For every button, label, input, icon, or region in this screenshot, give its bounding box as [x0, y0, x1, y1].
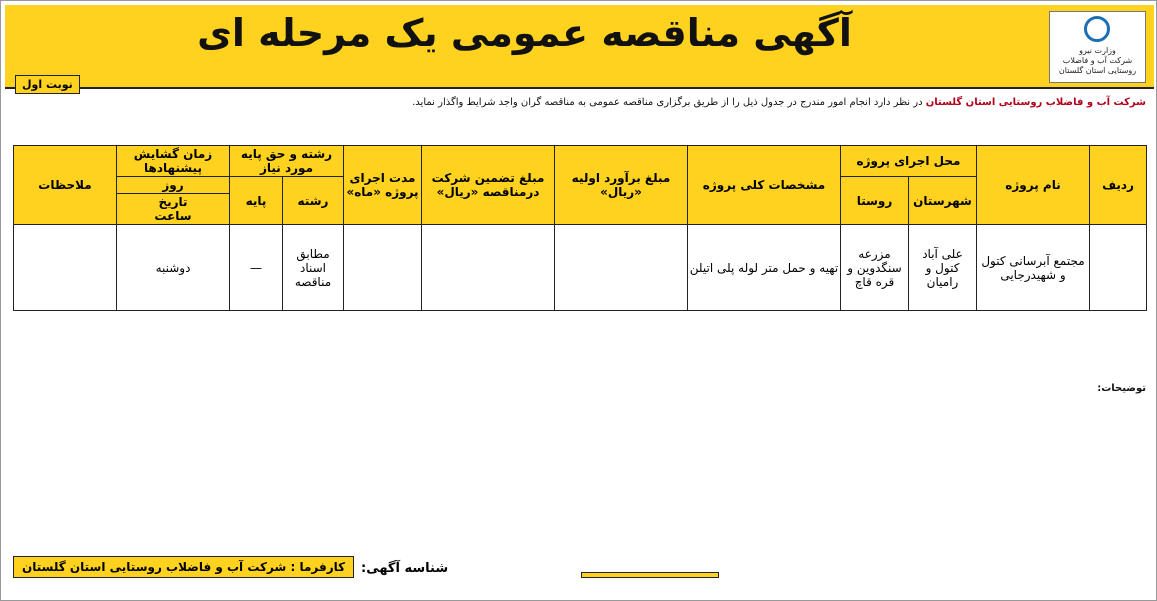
col-project-name: نام پروژه	[977, 146, 1090, 225]
col-village: روستا	[841, 177, 909, 225]
col-date-time	[117, 194, 230, 225]
intro-company: شرکت آب و فاضلاب روستایی استان گلستان	[925, 97, 1146, 108]
logo-line-3: روستایی استان گلستان	[1058, 66, 1137, 75]
col-row: ردیف	[1090, 146, 1147, 225]
logo-text	[1052, 46, 1143, 76]
col-grade: پایه	[230, 177, 283, 225]
logo-line-1: وزارت نیرو	[1079, 46, 1116, 55]
col-time: ساعت	[154, 209, 192, 223]
col-field-grade: رشته و حق پایه مورد نیاز	[230, 146, 344, 177]
title-banner	[5, 5, 1154, 89]
col-location: محل اجرای پروژه	[841, 146, 977, 177]
col-city: شهرستان	[909, 177, 977, 225]
col-opening: زمان گشایش پیشنهادها	[117, 146, 230, 177]
logo-line-2: شرکت آب و فاضلاب	[1062, 56, 1133, 65]
cell-duration	[344, 225, 422, 311]
intro-text: در نظر دارد انجام امور مندرج در جدول ذیل را از طریق برگزاری مناقصه عمومی به مناقصه گران واجد شرایط واگذار نماید.	[412, 97, 923, 108]
col-guarantee: مبلغ تضمین شرکت درمناقصه «ریال»	[422, 146, 555, 225]
cell-spec: تهیه و حمل متر لوله پلی اتیلن	[688, 225, 841, 311]
cell-village: مزرعه سنگدوین و قره قاچ	[841, 225, 909, 311]
cell-grade: —	[230, 225, 283, 311]
cell-notes	[14, 225, 117, 311]
round-badge: نوبت اول	[15, 75, 80, 94]
col-date: تاریخ	[158, 195, 188, 209]
col-spec: مشخصات کلی پروژه	[688, 146, 841, 225]
table-header-row-1	[14, 146, 1147, 177]
col-field-name: رشته	[283, 177, 344, 225]
notes-title: توضیحات:	[1097, 383, 1146, 394]
cell-estimate	[555, 225, 688, 311]
col-duration: مدت اجرای پروژه «ماه»	[344, 146, 422, 225]
col-day: روز	[117, 177, 230, 194]
cell-guarantee	[422, 225, 555, 311]
table-row	[14, 225, 1147, 311]
cell-project-name: مجتمع آبرسانی کتول و شهیدرجایی	[977, 225, 1090, 311]
tender-table	[13, 145, 1147, 311]
col-estimate: مبلغ برآورد اولیه «ریال»	[555, 146, 688, 225]
intro-paragraph	[11, 95, 1146, 111]
ad-title: آگهی مناقصه عمومی یک مرحله ای	[197, 11, 852, 55]
publication-dates-box	[581, 572, 719, 578]
employer-label: کارفرما : شرکت آب و فاضلاب روستایی استان گلستان	[13, 556, 354, 578]
cell-opening: دوشنبه	[117, 225, 230, 311]
cell-city: علی آباد کتول و رامیان	[909, 225, 977, 311]
notes-section	[11, 381, 1146, 396]
company-logo	[1049, 11, 1146, 83]
notice-id: شناسه آگهی:	[361, 561, 449, 576]
col-notes: ملاحظات	[14, 146, 117, 225]
water-drop-icon	[1084, 16, 1110, 42]
cell-field: مطابق اسناد مناقصه	[283, 225, 344, 311]
cell-row	[1090, 225, 1147, 311]
